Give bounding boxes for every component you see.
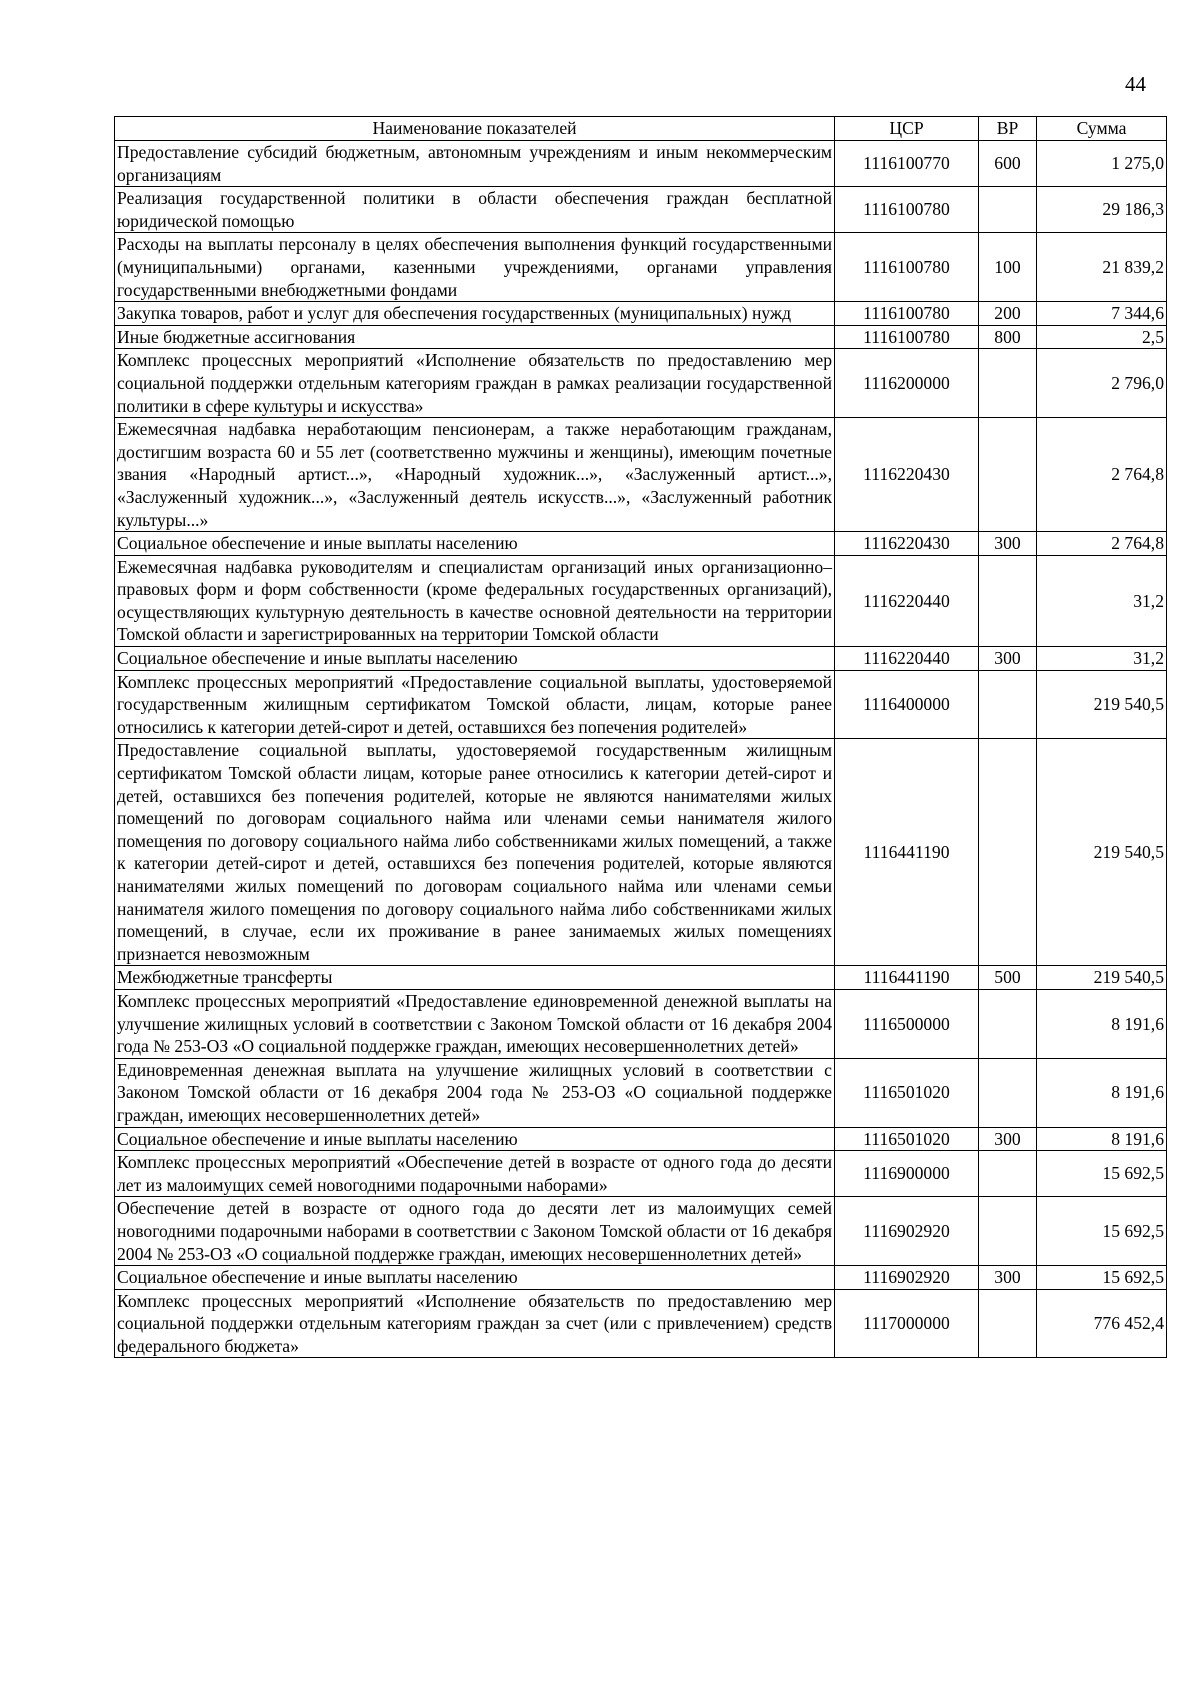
row-name-cell: Комплекс процессных мероприятий «Исполнение обязательств по предоставлению мер социальной поддержки отдельным категориям граждан в рамках реализации государственной политики в сфере культуры и искусства» — [115, 349, 835, 418]
row-csr-cell: 1116100780 — [835, 325, 979, 349]
row-name-cell: Единовременная денежная выплата на улучшение жилищных условий в соответствии с Законом Томской области от 16 декабря 2004 года № 253-ОЗ «О социальной поддержке граждан, имеющих несовершеннолетних детей» — [115, 1058, 835, 1127]
row-vr-cell — [979, 1289, 1037, 1358]
row-name-cell: Комплекс процессных мероприятий «Предоставление социальной выплаты, удостоверяемой государственным жилищным сертификатом Томской области, лицам, которые ранее относились к категории детей-сирот и детей, оставшихся без попечения родителей» — [115, 670, 835, 739]
table-row — [115, 1127, 1167, 1151]
table-row — [115, 187, 1167, 233]
row-vr-cell: 500 — [979, 966, 1037, 990]
row-sum-cell: 15 692,5 — [1037, 1151, 1167, 1197]
row-sum-cell: 2 764,8 — [1037, 532, 1167, 556]
row-vr-cell — [979, 1058, 1037, 1127]
row-vr-cell: 600 — [979, 141, 1037, 187]
row-csr-cell: 1116100780 — [835, 233, 979, 302]
row-vr-cell: 300 — [979, 1266, 1037, 1290]
row-csr-cell: 1116220430 — [835, 418, 979, 532]
row-name-cell: Ежемесячная надбавка руководителям и специалистам организаций иных организационно–правовых форм и форм собственности (кроме федеральных государственных организаций), осуществляющих культурную деятельность в качестве основной деятельности на территории Томской области и зарегистрированных на территории Томской области — [115, 555, 835, 646]
table-header-row — [115, 117, 1167, 141]
row-sum-cell: 776 452,4 — [1037, 1289, 1167, 1358]
row-vr-cell — [979, 670, 1037, 739]
row-vr-cell — [979, 418, 1037, 532]
table-row — [115, 1266, 1167, 1290]
row-name-cell: Социальное обеспечение и иные выплаты населению — [115, 532, 835, 556]
table-row — [115, 349, 1167, 418]
row-sum-cell: 2 764,8 — [1037, 418, 1167, 532]
row-csr-cell: 1116100780 — [835, 187, 979, 233]
row-csr-cell: 1116500000 — [835, 989, 979, 1058]
table-row — [115, 233, 1167, 302]
row-name-cell: Комплекс процессных мероприятий «Обеспечение детей в возрасте от одного года до десяти лет из малоимущих семей новогодними подарочными наборами» — [115, 1151, 835, 1197]
table-row — [115, 1151, 1167, 1197]
row-vr-cell — [979, 1151, 1037, 1197]
row-name-cell: Расходы на выплаты персоналу в целях обеспечения выполнения функций государственными (муниципальными) органами, казенными учреждениями, органами управления государственными внебюджетными фондами — [115, 233, 835, 302]
header-name: Наименование показателей — [115, 117, 835, 141]
budget-table — [114, 116, 1167, 1358]
row-name-cell: Закупка товаров, работ и услуг для обеспечения государственных (муниципальных) нужд — [115, 302, 835, 326]
row-csr-cell: 1116902920 — [835, 1197, 979, 1266]
row-sum-cell: 31,2 — [1037, 555, 1167, 646]
row-vr-cell: 800 — [979, 325, 1037, 349]
row-csr-cell: 1116200000 — [835, 349, 979, 418]
row-vr-cell: 300 — [979, 532, 1037, 556]
row-sum-cell: 15 692,5 — [1037, 1266, 1167, 1290]
row-name-cell: Предоставление субсидий бюджетным, автономным учреждениям и иным некоммерческим организациям — [115, 141, 835, 187]
row-sum-cell: 8 191,6 — [1037, 1058, 1167, 1127]
row-name-cell: Иные бюджетные ассигнования — [115, 325, 835, 349]
row-csr-cell: 1116100770 — [835, 141, 979, 187]
row-sum-cell: 2 796,0 — [1037, 349, 1167, 418]
row-vr-cell — [979, 1197, 1037, 1266]
table-row — [115, 647, 1167, 671]
row-csr-cell: 1116900000 — [835, 1151, 979, 1197]
row-name-cell: Предоставление социальной выплаты, удостоверяемой государственным жилищным сертификатом Томской области лицам, которые ранее относились к категории детей-сирот и детей, оставшихся без попечения родителей, которые не являются нанимателями жилых помещений по договорам социального найма или членами семьи нанимателя жилого помещения по договору социального найма либо собственниками жилых помещений, а также к категории детей-сирот и детей, оставшихся без попечения родителей, которые являются нанимателями жилых помещений по договорам социального найма или членами семьи нанимателя жилого помещения по договору социального найма либо собственниками жилых помещений, в случае, если их проживание в ранее занимаемых жилых помещениях признается невозможным — [115, 739, 835, 966]
row-name-cell: Обеспечение детей в возрасте от одного года до десяти лет из малоимущих семей новогодними подарочными наборами в соответствии с Законом Томской области от 16 декабря 2004 № 253-ОЗ «О социальной поддержке граждан, имеющих несовершеннолетних детей» — [115, 1197, 835, 1266]
row-sum-cell: 7 344,6 — [1037, 302, 1167, 326]
row-csr-cell: 1116501020 — [835, 1058, 979, 1127]
row-vr-cell — [979, 349, 1037, 418]
table-row — [115, 302, 1167, 326]
row-name-cell: Ежемесячная надбавка неработающим пенсионерам, а также неработающим гражданам, достигшим возраста 60 и 55 лет (соответственно мужчины и женщины), имеющим почетные звания «Народный артист...», «Народный художник...», «Заслуженный артист...», «Заслуженный художник...», «Заслуженный деятель искусств...», «Заслуженный работник культуры...» — [115, 418, 835, 532]
row-sum-cell: 21 839,2 — [1037, 233, 1167, 302]
row-vr-cell: 300 — [979, 647, 1037, 671]
table-row — [115, 325, 1167, 349]
row-csr-cell: 1116400000 — [835, 670, 979, 739]
table-row — [115, 670, 1167, 739]
row-vr-cell — [979, 739, 1037, 966]
table-row — [115, 989, 1167, 1058]
row-sum-cell: 219 540,5 — [1037, 670, 1167, 739]
row-csr-cell: 1116100780 — [835, 302, 979, 326]
row-csr-cell: 1116220440 — [835, 647, 979, 671]
row-name-cell: Комплекс процессных мероприятий «Исполнение обязательств по предоставлению мер социальной поддержки отдельным категориям граждан за счет (или с привлечением) средств федерального бюджета» — [115, 1289, 835, 1358]
table-row — [115, 966, 1167, 990]
row-sum-cell: 219 540,5 — [1037, 739, 1167, 966]
table-row — [115, 555, 1167, 646]
row-vr-cell — [979, 187, 1037, 233]
row-sum-cell: 31,2 — [1037, 647, 1167, 671]
table-row — [115, 141, 1167, 187]
row-csr-cell: 1116220430 — [835, 532, 979, 556]
row-sum-cell: 2,5 — [1037, 325, 1167, 349]
row-name-cell: Социальное обеспечение и иные выплаты населению — [115, 1127, 835, 1151]
row-sum-cell: 219 540,5 — [1037, 966, 1167, 990]
row-vr-cell — [979, 555, 1037, 646]
row-csr-cell: 1116441190 — [835, 966, 979, 990]
row-csr-cell: 1116220440 — [835, 555, 979, 646]
row-name-cell: Межбюджетные трансферты — [115, 966, 835, 990]
table-row — [115, 1289, 1167, 1358]
row-sum-cell: 1 275,0 — [1037, 141, 1167, 187]
row-name-cell: Социальное обеспечение и иные выплаты населению — [115, 647, 835, 671]
row-vr-cell: 200 — [979, 302, 1037, 326]
table-body — [115, 141, 1167, 1358]
header-vr: ВР — [979, 117, 1037, 141]
row-csr-cell: 1116902920 — [835, 1266, 979, 1290]
row-sum-cell: 8 191,6 — [1037, 989, 1167, 1058]
row-vr-cell — [979, 989, 1037, 1058]
row-name-cell: Комплекс процессных мероприятий «Предоставление единовременной денежной выплаты на улучшение жилищных условий в соответствии с Законом Томской области от 16 декабря 2004 года № 253-ОЗ «О социальной поддержке граждан, имеющих несовершеннолетних детей» — [115, 989, 835, 1058]
row-vr-cell: 100 — [979, 233, 1037, 302]
page-number: 44 — [1125, 72, 1146, 96]
row-csr-cell: 1116501020 — [835, 1127, 979, 1151]
row-vr-cell: 300 — [979, 1127, 1037, 1151]
row-csr-cell: 1116441190 — [835, 739, 979, 966]
table-row — [115, 739, 1167, 966]
header-csr: ЦСР — [835, 117, 979, 141]
header-sum: Сумма — [1037, 117, 1167, 141]
table-row — [115, 418, 1167, 532]
row-sum-cell: 29 186,3 — [1037, 187, 1167, 233]
table-row — [115, 1058, 1167, 1127]
row-name-cell: Реализация государственной политики в области обеспечения граждан бесплатной юридической помощью — [115, 187, 835, 233]
row-sum-cell: 8 191,6 — [1037, 1127, 1167, 1151]
row-csr-cell: 1117000000 — [835, 1289, 979, 1358]
row-sum-cell: 15 692,5 — [1037, 1197, 1167, 1266]
table-row — [115, 532, 1167, 556]
table-row — [115, 1197, 1167, 1266]
row-name-cell: Социальное обеспечение и иные выплаты населению — [115, 1266, 835, 1290]
